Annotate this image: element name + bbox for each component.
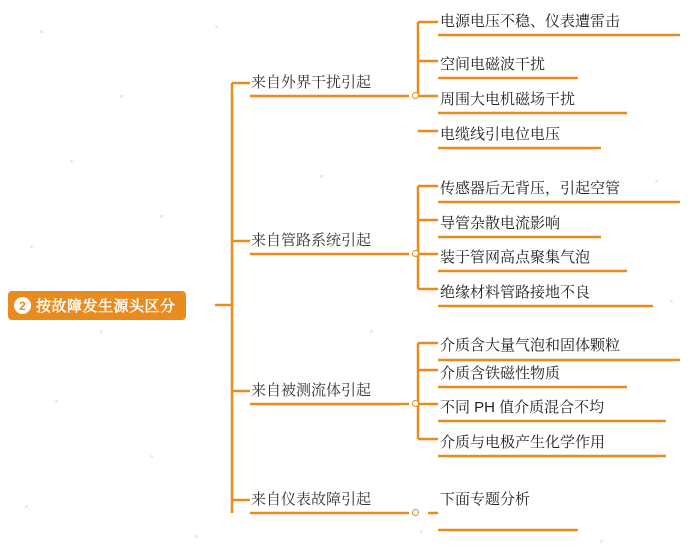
leaf-node-3-1[interactable]: 介质含大量气泡和固体颗粒 xyxy=(440,337,621,354)
leaf-node-1-1[interactable]: 电源电压不稳、仪表遭雷击 xyxy=(440,13,621,30)
branch-node-1[interactable] xyxy=(251,74,371,95)
leaf-node-2-2[interactable]: 导管杂散电流影响 xyxy=(440,215,561,232)
branch-node-2[interactable] xyxy=(251,232,371,253)
leaf-node-2-3[interactable]: 装于管网高点聚集气泡 xyxy=(440,249,591,266)
leaf-node-2-4[interactable]: 绝缘材料管路接地不良 xyxy=(440,284,591,301)
leaf-node-2-1[interactable]: 传感器后无背压，引起空管 xyxy=(440,180,621,197)
branch-collapse-dot-2[interactable] xyxy=(412,250,419,257)
branch-label-4: 来自仪表故障引起 xyxy=(251,491,372,508)
root-label: 按故障发生源头区分 xyxy=(36,298,176,315)
leaf-node-3-4[interactable]: 介质与电极产生化学作用 xyxy=(440,434,606,451)
branch-collapse-dot-3[interactable] xyxy=(412,400,419,407)
branch-node-4[interactable] xyxy=(251,491,371,512)
branch-label-1: 来自外界干扰引起 xyxy=(251,74,372,91)
branch-label-2: 来自管路系统引起 xyxy=(251,232,372,249)
leaf-node-3-2[interactable]: 介质含铁磁性物质 xyxy=(440,365,561,382)
branch-label-3: 来自被测流体引起 xyxy=(251,382,372,399)
branch-collapse-dot-1[interactable] xyxy=(412,92,419,99)
leaf-node-1-4[interactable]: 电缆线引电位电压 xyxy=(440,126,561,143)
root-index-badge: 2 xyxy=(14,297,31,314)
leaf-node-1-3[interactable]: 周围大电机磁场干扰 xyxy=(440,91,576,108)
root-node[interactable] xyxy=(8,291,186,320)
leaf-node-4-1[interactable]: 下面专题分析 xyxy=(440,491,531,508)
branch-node-3[interactable] xyxy=(251,382,371,403)
leaf-node-3-3[interactable]: 不同 PH 值介质混合不均 xyxy=(440,399,605,416)
leaf-node-1-2[interactable]: 空间电磁波干扰 xyxy=(440,56,546,73)
branch-collapse-dot-4[interactable] xyxy=(412,509,419,516)
